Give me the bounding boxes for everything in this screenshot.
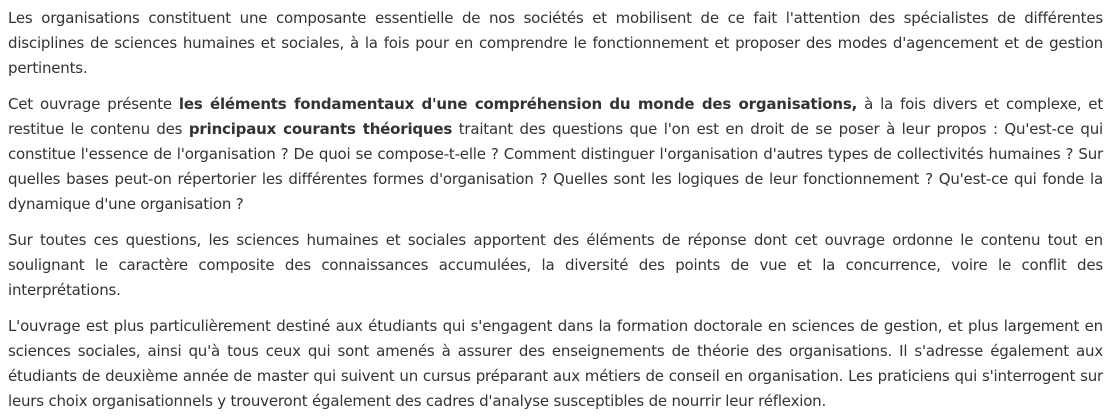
paragraph [8,228,1103,303]
text-segment: L'ouvrage est plus particulièrement destiné aux étudiants qui s'engagent dans la formation doctorale en sciences de gestion, et plus largement en sciences sociales, ainsi qu'à tous ceux qui sont amenés à assurer des enseignements de théorie des organisations. Il s'adresse également aux étudiants de deuxième année de master qui suivent un cursus préparant aux métiers de conseil en organisation. Les praticiens qui s'interrogent sur leurs choix organisationnels y trouveront également des cadres d'analyse susceptibles de nourrir leur réflexion. [8,317,1103,410]
bold-text-segment: principaux courants théoriques [188,120,453,138]
text-segment: Cet ouvrage présente [8,95,179,113]
paragraph [8,92,1103,217]
text-segment: Sur toutes ces questions, les sciences humaines et sociales apportent des éléments de réponse dont cet ouvrage ordonne le contenu tout en soulignant le caractère composite des connaissances accumulées, la diversité des points de vue et la concurrence, voire le conflit des interprétations. [8,231,1103,299]
text-segment: traitant des questions que l'on est en droit de se poser à leur propos : Qu'est-ce qui constitue l'essence de l'organisation ? De quoi se compose-t-elle ? Comment distinguer l'organisation d'autres types de collectivités humaines ? Sur quelles bases peut-on répertorier les différentes formes d'organisation ? Quelles sont les logiques de leur fonctionnement ? Qu'est-ce qui fonde la dynamique d'une organisation ? [8,120,1104,213]
bold-text-segment: les éléments fondamentaux d'une compréhension du monde des organisations, [178,95,858,113]
paragraph [8,6,1103,81]
text-segment: à la fois divers et complexe, et restitue le contenu des [8,95,1104,138]
paragraph [8,314,1103,414]
text-segment: Les organisations constituent une composante essentielle de nos sociétés et mobilisent de ce fait l'attention des spécialistes de différentes disciplines de sciences humaines et sociales, à la fois pour en comprendre le fonctionnement et proposer des modes d'agencement et de gestion pertinents. [8,9,1103,77]
